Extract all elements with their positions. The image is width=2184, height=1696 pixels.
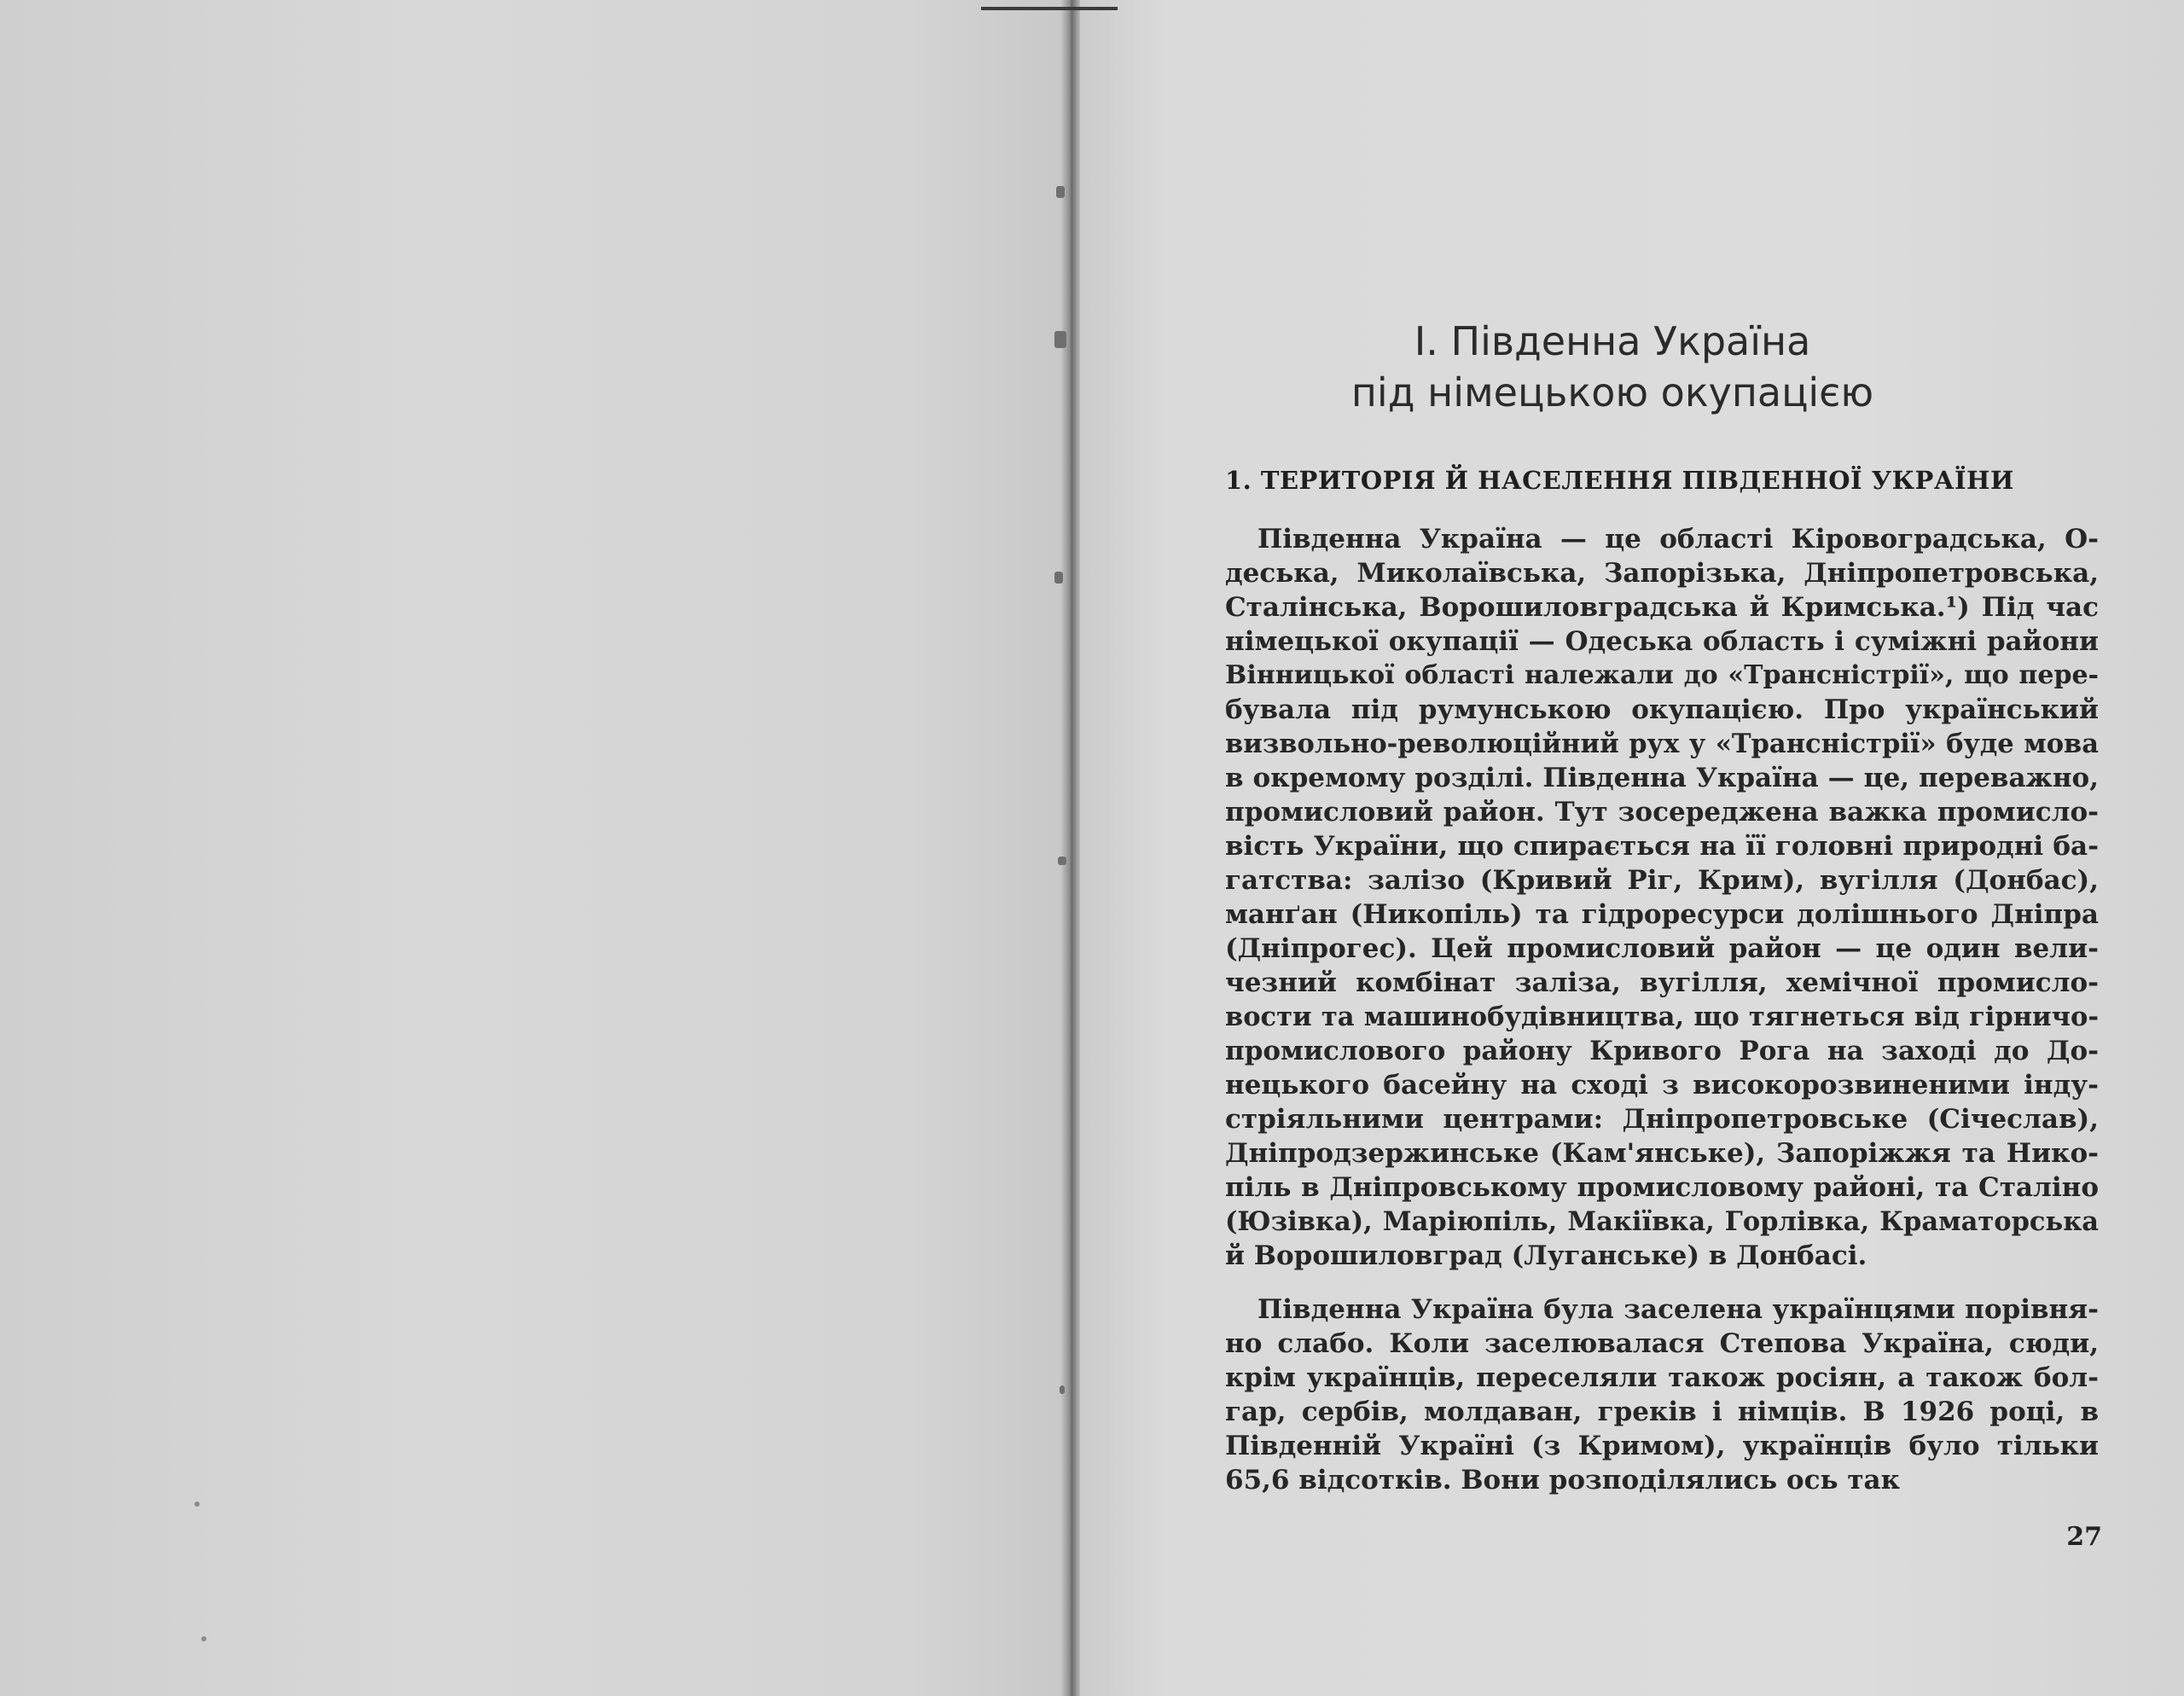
text-line: Дніпродзержинське (Кам'янське), Запоріжжя та Нико- bbox=[1225, 1138, 2099, 1169]
binding-mark bbox=[1056, 186, 1065, 198]
text-line: 65,6 відсотків. Вони розподілялись ось так bbox=[1225, 1465, 1900, 1496]
text-line: крім українців, переселяли також росіян, а також бол- bbox=[1225, 1362, 2099, 1393]
paragraph-1 bbox=[1225, 522, 2099, 1273]
text-line: Південна Україна була заселена українцями порівня- bbox=[1258, 1294, 2099, 1325]
binding-mark bbox=[1060, 1385, 1065, 1394]
text-line: вість України, що спирається на її головні природні ба- bbox=[1225, 831, 2099, 862]
book-gutter bbox=[1061, 0, 1080, 1696]
text-line: (Дніпрогес). Цей промисловий район — це один вели- bbox=[1225, 933, 2099, 964]
chapter-title bbox=[1228, 316, 1996, 418]
text-line: нецького басейну на сході з високорозвиненими інду- bbox=[1225, 1070, 2099, 1101]
binding-mark bbox=[1058, 857, 1066, 865]
text-line: чезний комбінат заліза, вугілля, хемічної промисло- bbox=[1225, 967, 2099, 998]
text-line: гатства: залізо (Кривий Ріг, Крим), вугілля (Донбас), bbox=[1225, 865, 2099, 896]
text-line: промисловий район. Тут зосереджена важка промисло- bbox=[1225, 797, 2099, 828]
binding-mark bbox=[1054, 572, 1063, 584]
text-line: Південна Україна — це області Кіровоградська, О- bbox=[1258, 524, 2099, 555]
chapter-title-line1: I. Південна Україна bbox=[1414, 318, 1811, 364]
left-page-blank bbox=[0, 0, 1066, 1696]
paper-speck bbox=[201, 1636, 206, 1641]
text-line: піль в Дніпровському промисловому районі, та Сталіно bbox=[1225, 1172, 2099, 1203]
text-line: Південній Україні (з Кримом), українців було тільки bbox=[1225, 1431, 2099, 1461]
paragraph-2 bbox=[1225, 1292, 2099, 1497]
text-line: деська, Миколаївська, Запорізька, Дніпропетровська, bbox=[1225, 558, 2099, 589]
text-line: манґан (Никопіль) та гідроресурси долішнього Дніпра bbox=[1225, 899, 2099, 930]
binding-mark bbox=[1054, 331, 1066, 348]
top-edge-shadow bbox=[981, 7, 1118, 10]
text-line: Вінницької області належали до «Трансністрії», що пере- bbox=[1225, 660, 2099, 690]
text-line: вости та машинобудівництва, що тягнеться від гірничо- bbox=[1225, 1002, 2099, 1032]
text-line: стріяльними центрами: Дніпропетровське (Січеслав), bbox=[1225, 1104, 2099, 1135]
text-line: визвольно-революційний рух у «Трансністрії» буде мова bbox=[1225, 729, 2099, 759]
page-number: 27 bbox=[2066, 1522, 2102, 1552]
text-line: но слабо. Коли заселювалася Степова Україна, сюди, bbox=[1225, 1328, 2099, 1359]
text-line: Сталінська, Ворошиловградська й Кримська.¹) Під час bbox=[1225, 592, 2099, 623]
text-line: й Ворошиловград (Луганське) в Донбасі. bbox=[1225, 1240, 1867, 1271]
text-line: гар, сербів, молдаван, греків і німців. В 1926 році, в bbox=[1225, 1397, 2099, 1427]
text-line: німецької окупації — Одеська область і суміжні райони bbox=[1225, 626, 2099, 657]
text-line: промислового району Кривого Рога на заході до До- bbox=[1225, 1036, 2099, 1066]
text-line: в окремому розділі. Південна Україна — це, переважно, bbox=[1225, 763, 2099, 793]
text-line: (Юзівка), Маріюпіль, Макіївка, Горлівка, Краматорська bbox=[1225, 1206, 2099, 1237]
chapter-title-line2: під німецькою окупацією bbox=[1350, 369, 1874, 415]
section-heading: 1. ТЕРИТОРІЯ Й НАСЕЛЕННЯ ПІВДЕННОЇ УКРАЇНИ bbox=[1225, 466, 2014, 495]
paper-speck bbox=[195, 1501, 200, 1507]
text-line: бувала під румунською окупацією. Про український bbox=[1225, 694, 2099, 725]
